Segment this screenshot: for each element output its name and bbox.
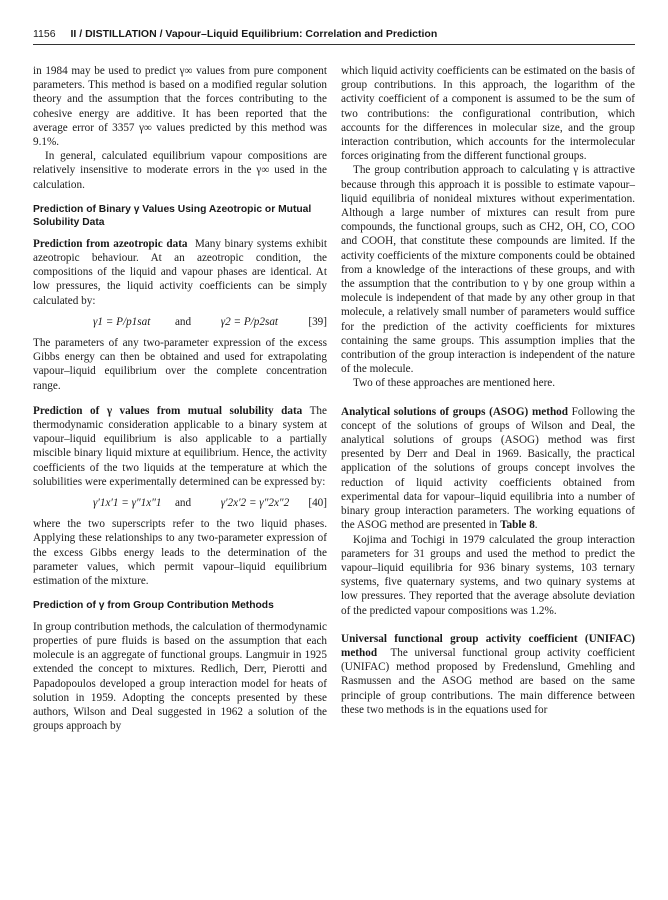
paragraph-text: Many binary systems exhibit azeotropic behaviour. At an azeotropic condition, the compositions of the liquid and vapour phases are identical. At low pressures, the liquid activity coefficients can be simply calculated by: bbox=[33, 237, 328, 307]
page-number: 1156 bbox=[33, 28, 56, 40]
run-in-heading: Prediction from azeotropic data bbox=[33, 237, 188, 250]
paragraph: The parameters of any two-parameter expression of the excess Gibbs energy can then be obtained and used for extrapolating vapour–liquid equilibrium over the complete concentration range. bbox=[33, 337, 327, 392]
equation-term: γ2 = P/p2sat bbox=[220, 315, 279, 328]
equation-number: [39] bbox=[308, 315, 327, 328]
paragraph bbox=[341, 632, 635, 717]
equation-and: and bbox=[174, 497, 192, 510]
paragraph bbox=[341, 405, 635, 533]
equation-39 bbox=[33, 315, 327, 329]
paragraph-text: The thermodynamic consideration applicable to a binary system at vapour–liquid equilibrium is also applicable to a partially miscible binary liquid mixture at equilibrium. Hence, the activity coefficients of the two liquids at the temperature at which the solubilities were experimentally determined can be expressed by: bbox=[33, 404, 327, 488]
header-rule bbox=[33, 44, 635, 45]
equation-term: γ′1x′1 = γ″1x″1 bbox=[93, 497, 162, 510]
section-heading: Prediction of γ from Group Contribution Methods bbox=[33, 600, 274, 612]
section-heading: Prediction of Binary γ Values Using Azeotropic or Mutual Solubility Data bbox=[33, 203, 312, 229]
paragraph: Two of these approaches are mentioned here. bbox=[353, 377, 556, 390]
run-in-heading: Prediction of γ values from mutual solubility data bbox=[33, 404, 303, 417]
equation-number: [40] bbox=[308, 497, 327, 510]
paragraph: In group contribution methods, the calculation of thermodynamic properties of pure fluids is based on the assumption that each molecule is an aggregate of functional groups. Langmuir in 1925 extended the concept to mixtures. Redlich, Derr, Pierotti and Papadopoulos developed a group interaction model for heats of solution in 1959. Adopting the concepts presented by these authors, Wilson and Deal suggested in 1962 a solution of the groups approach by bbox=[33, 620, 327, 733]
run-in-heading: Analytical solutions of groups (ASOG) method bbox=[341, 405, 568, 418]
equation-term: γ′2x′2 = γ″2x″2 bbox=[220, 497, 290, 510]
paragraph-text: Following the concept of the solutions of groups of Wilson and Deal, the analytical solutions of groups (ASOG) method was first presented by Derr and Deal in 1969. Basically, the practical application of the solutions of groups concept involves the reduction of liquid activity coefficients obtained from experimental data for vapour–liquid equilibria into a number of binary group interaction parameters. The working equations of the ASOG method are presented in bbox=[341, 405, 636, 532]
equation-40 bbox=[33, 496, 327, 510]
paragraph: The group contribution approach to calculating γ is attractive because through this approach it is possible to estimate vapour–liquid equilibria of nonideal mixtures without experimentation. Although a large number of mixtures can result from pure compounds, the functional groups, such as CH2, OH, CO, COO and COOH, that constitute these compounds are limited. If the activity coefficients of the mixture components could be obtained from a knowledge of the interactions of these groups, and with the assumption that the contribution to γ by one group within a molecule is independent of that made by any other group in that molecule, a relatively small number of parameters would suffice for the prediction of the activity coefficients for mixtures containing the same groups. This assumption implies that the contribution of the group interaction is independent of the nature of the molecule. bbox=[341, 164, 635, 376]
paragraph: Kojima and Tochigi in 1979 calculated the group interaction parameters for 31 groups and used the method to predict the vapour–liquid equilibria for 936 binary systems, 103 ternary systems, five quaternary systems, and two quinary systems at low pressures. They reported that the average absolute deviation of the predicted vapour compositions was 1.2%. bbox=[341, 533, 635, 617]
paragraph-text: . bbox=[534, 519, 538, 532]
run-in-heading: Universal functional group activity coefficient (UNIFAC) method bbox=[341, 632, 635, 659]
equation-and: and bbox=[174, 315, 192, 328]
paragraph-text: The universal functional group activity coefficient (UNIFAC) method proposed by Fredenslund, Gmehling and Rasmussen and the ASOG method are based on the same principle of group contributions. The main difference between these two methods is in the equations used for bbox=[341, 646, 635, 716]
paragraph: which liquid activity coefficients can be estimated on the basis of group contributions. In this approach, the logarithm of the activity coefficient of a component is assumed to be the sum of two contributions: the configurational contribution, which accounts for the differences in molecular size, and the group interaction contribution, which accounts for the intermolecular forces originating from the different functional groups. bbox=[341, 65, 635, 163]
table-reference[interactable]: Table 8 bbox=[500, 519, 535, 532]
equation-term: γ1 = P/p1sat bbox=[93, 315, 151, 328]
paragraph: In general, calculated equilibrium vapour compositions are relatively insensitive to moderate errors in the γ∞ used in the calculation. bbox=[33, 150, 327, 191]
paragraph bbox=[33, 404, 327, 489]
right-column bbox=[341, 64, 635, 717]
paragraph bbox=[33, 237, 327, 308]
running-title: II / DISTILLATION / Vapour–Liquid Equilibrium: Correlation and Prediction bbox=[70, 28, 438, 40]
paragraph: where the two superscripts refer to the two liquid phases. Applying these relationships to any two-parameter expression of the excess Gibbs energy leads to the determination of the parameter values, which permit vapour–liquid equilibrium estimation of the mixture. bbox=[33, 518, 327, 588]
paragraph: in 1984 may be used to predict γ∞ values from pure component parameters. This method is based on a modified regular solution theory and the assumption that the forces contributing to the cohesive energy are additive. It has been reported that the average error of 3357 γ∞ values predicted by this method was 9.1%. bbox=[33, 65, 327, 149]
left-column bbox=[33, 64, 327, 733]
